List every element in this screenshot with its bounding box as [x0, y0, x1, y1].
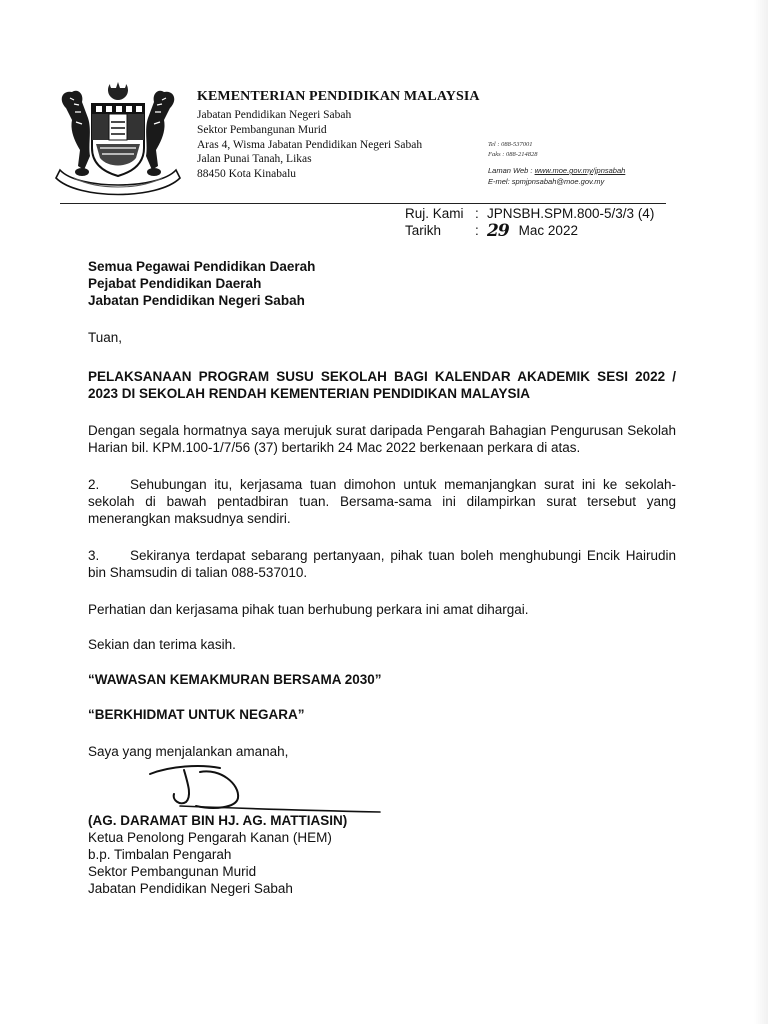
website [488, 165, 625, 176]
recipient-block [88, 258, 676, 309]
address-line: Sektor Pembangunan Murid [197, 123, 327, 136]
handwritten-signature [140, 760, 390, 835]
address-line: 88450 Kota Kinabalu [197, 168, 297, 181]
salutation: Tuan, [88, 330, 123, 345]
reference-label: Ruj. Kami [405, 206, 464, 221]
website-label: Laman Web : [488, 166, 535, 175]
recipient-line: Pejabat Pendidikan Daerah [88, 276, 262, 291]
fax: Faks : 088-214828 [488, 150, 538, 158]
email[interactable]: E-mel: spmjpnsabah@moe.gov.my [488, 177, 605, 186]
trust-line: Saya yang menjalankan amanah, [88, 744, 289, 759]
letterhead-divider [60, 203, 666, 204]
signer-titles [88, 829, 676, 897]
colon: : [475, 206, 479, 221]
motto-berkhidmat: “BERKHIDMAT UNTUK NEGARA” [88, 707, 305, 722]
address-line: Jalan Punai Tanah, Likas [197, 153, 312, 166]
reference-block [405, 205, 654, 239]
phone-fax [488, 140, 537, 159]
telephone: Tel : 088-537001 [488, 141, 533, 148]
signer-title-line: Ketua Penolong Pengarah Kanan (HEM) [88, 830, 332, 845]
paragraph-number: 2. [88, 477, 100, 492]
website-link[interactable]: www.moe.gov.my/jpnsabah [534, 166, 626, 175]
signer-title-line: b.p. Timbalan Pengarah [88, 847, 232, 862]
page-edge [754, 0, 768, 1024]
paragraph-number: 3. [88, 548, 100, 563]
recipient-line: Semua Pegawai Pendidikan Daerah [88, 259, 316, 274]
paragraph-text: Sekiranya terdapat sebarang pertanyaan, pihak tuan boleh menghubungi Encik Hairudin bin Shamsudin di talian 088-537010. [88, 548, 676, 580]
signer-name: (AG. DARAMAT BIN HJ. AG. MATTIASIN) [88, 813, 348, 828]
colon: : [475, 223, 479, 238]
web-email [488, 165, 625, 187]
reference-number-row [405, 205, 654, 222]
paragraph-4: Perhatian dan kerjasama pihak tuan berhubung perkara ini amat dihargai. [88, 602, 529, 617]
address-line: Jabatan Pendidikan Negeri Sabah [197, 109, 352, 121]
signer-title-line: Sektor Pembangunan Murid [88, 864, 257, 879]
ministry-name: KEMENTERIAN PENDIDIKAN MALAYSIA [197, 89, 480, 104]
recipient-line: Jabatan Pendidikan Negeri Sabah [88, 293, 305, 308]
motto-wawasan: “WAWASAN KEMAKMURAN BERSAMA 2030” [88, 672, 382, 687]
coat-of-arms-logo [48, 78, 188, 196]
signer-title-line: Jabatan Pendidikan Negeri Sabah [88, 881, 293, 896]
date-row [405, 222, 654, 239]
paragraph-1: Dengan segala hormatnya saya merujuk surat daripada Pengarah Bahagian Pengurusan Sekolah Harian bil. KPM.100-1/7/56 (37) bertarikh 24 Mac 2022 berkenaan perkara di atas. [88, 423, 676, 455]
paragraph-2 [88, 476, 676, 527]
reference-number: JPNSBH.SPM.800-5/3/3 (4) [487, 206, 655, 221]
subject-heading: PELAKSANAAN PROGRAM SUSU SEKOLAH BAGI KALENDAR AKADEMIK SESI 2022 / 2023 DI SEKOLAH RENDAH KEMENTERIAN PENDIDIKAN MALAYSIA [88, 369, 676, 401]
date-month-year: Mac 2022 [518, 223, 578, 238]
paragraph-3 [88, 547, 676, 581]
date-label: Tarikh [405, 223, 442, 238]
handwritten-day: 29 [487, 221, 509, 241]
closing-line: Sekian dan terima kasih. [88, 637, 236, 652]
address-line: Aras 4, Wisma Jabatan Pendidikan Negeri Sabah [197, 138, 423, 151]
office-address [197, 108, 422, 182]
paragraph-text: Sehubungan itu, kerjasama tuan dimohon untuk memanjangkan surat ini ke sekolah-sekolah di bawah pentadbiran tuan. Bersama-sama ini dilampirkan surat tersebut yang menerangkan maksudnya sendiri. [88, 477, 676, 526]
